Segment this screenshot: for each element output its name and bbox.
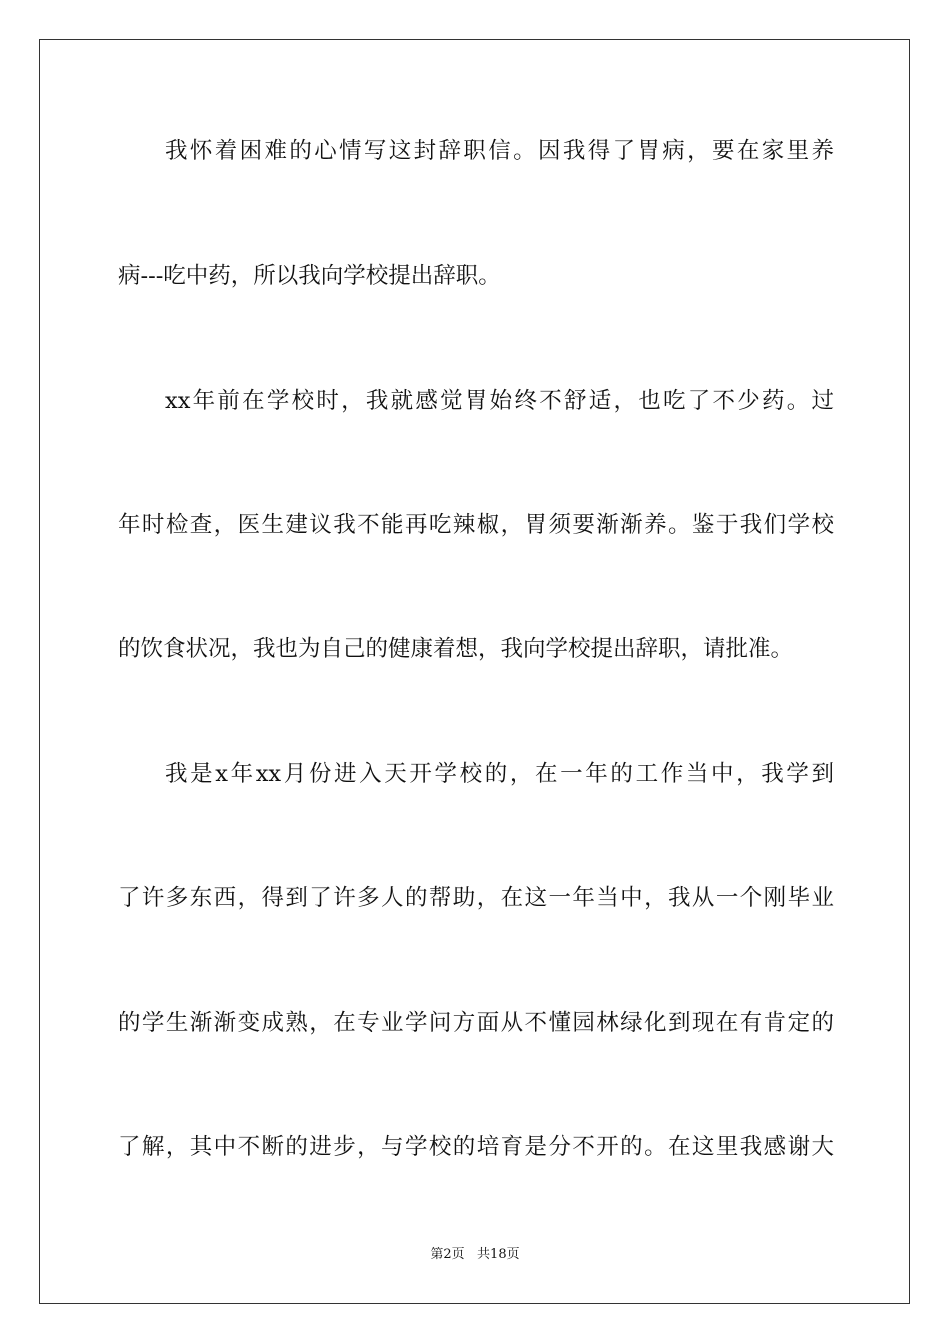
paragraph-3-line-4: 了解，其中不断的进步，与学校的培育是分不开的。在这里我感谢大 <box>118 1134 834 1160</box>
paragraph-2-line-2: 年时检查，医生建议我不能再吃辣椒，胃须要渐渐养。鉴于我们学校 <box>118 512 834 538</box>
page-number-footer: 第2页 共18页 <box>430 1247 520 1262</box>
paragraph-3-line-1: 我是x年xx月份进入天开学校的，在一年的工作当中，我学到 <box>165 761 834 787</box>
page-frame <box>39 39 910 1304</box>
paragraph-1-line-2: 病---吃中药，所以我向学校提出辞职。 <box>118 263 501 289</box>
paragraph-3-line-3: 的学生渐渐变成熟，在专业学问方面从不懂园林绿化到现在有肯定的 <box>118 1010 834 1036</box>
paragraph-1-line-1: 我怀着困难的心情写这封辞职信。因我得了胃病，要在家里养 <box>165 138 834 164</box>
paragraph-3-line-2: 了许多东西，得到了许多人的帮助，在这一年当中，我从一个刚毕业 <box>118 885 834 911</box>
paragraph-2-line-1: xx年前在学校时，我就感觉胃始终不舒适，也吃了不少药。过 <box>165 388 834 414</box>
paragraph-2-line-3: 的饮食状况，我也为自己的健康着想，我向学校提出辞职，请批准。 <box>118 636 794 662</box>
